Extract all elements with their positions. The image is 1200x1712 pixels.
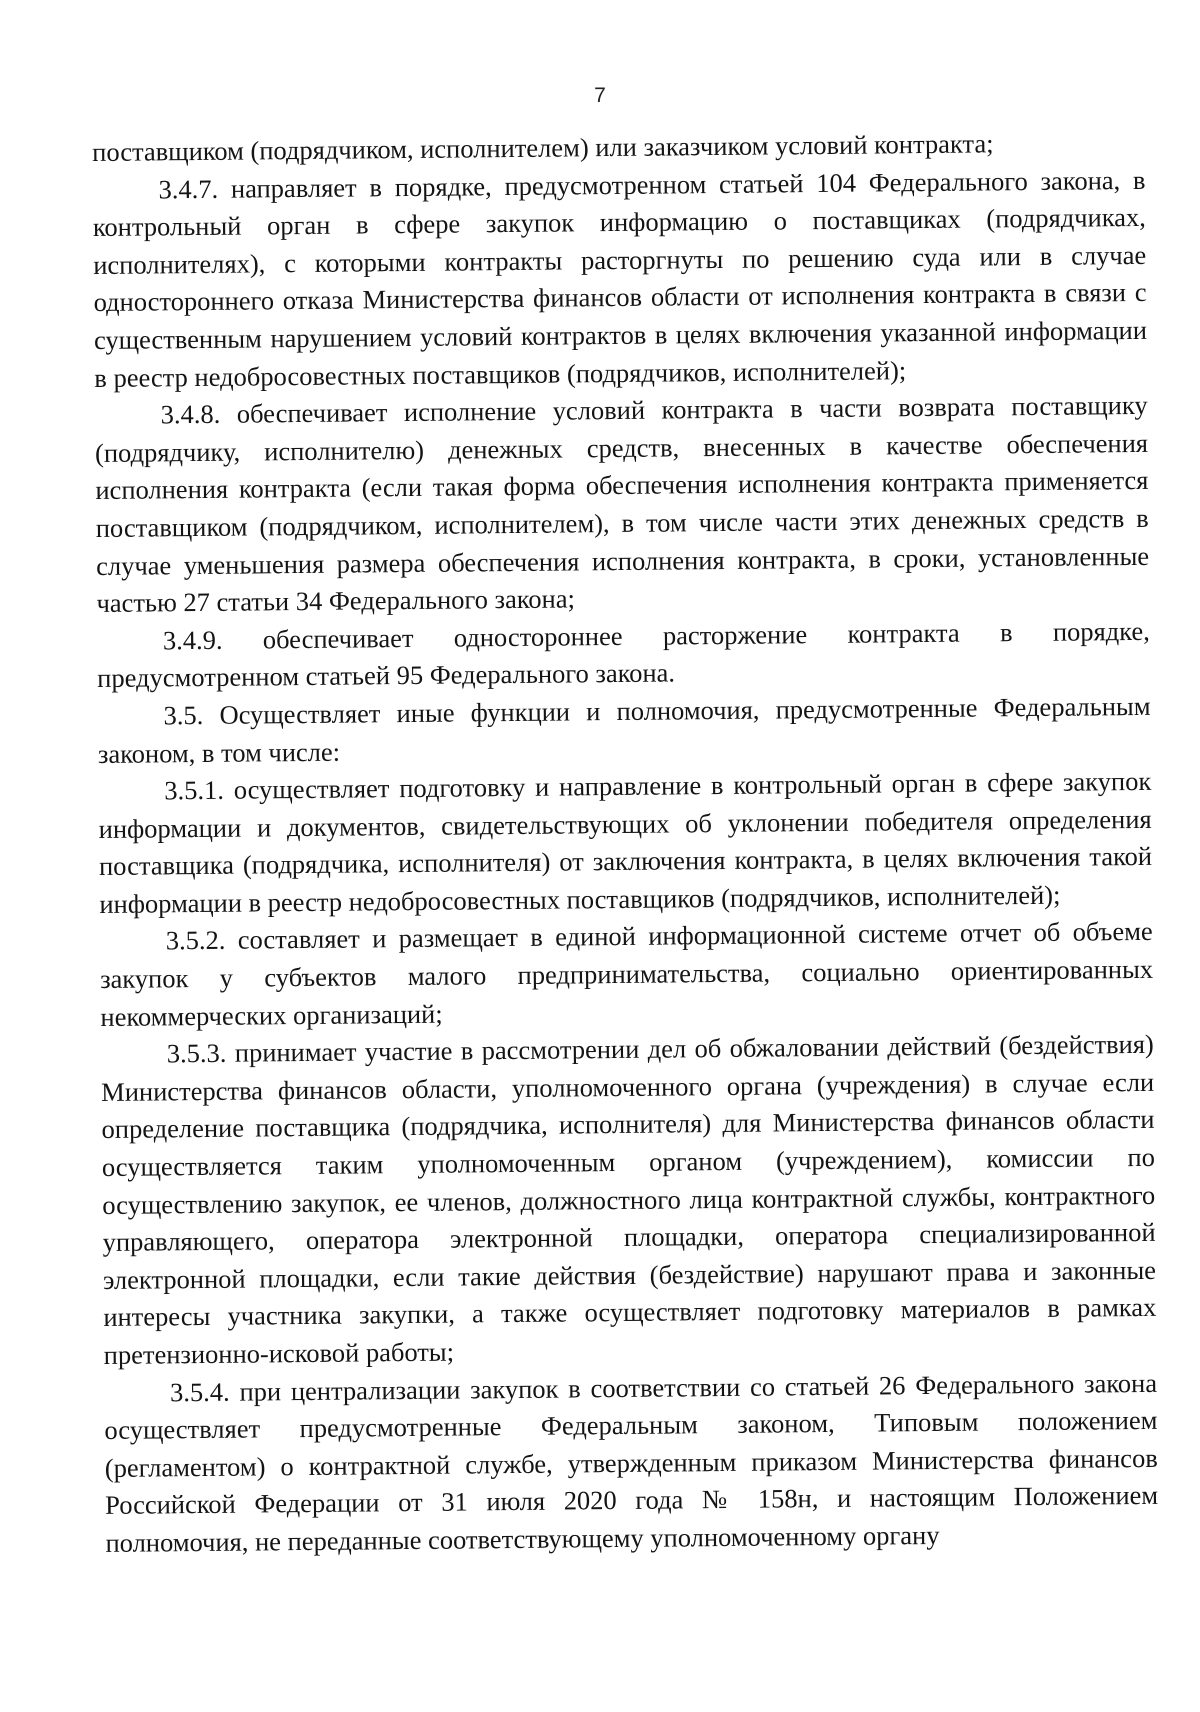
paragraph-3-5-4: 3.5.4. при централизации закупок в соответствии со статьей 26 Федерального закона осуществляет предусмотренные Федеральным законом, Типовым положением (регламентом) о контрактной службе, утвержденным приказом Министерства финансов Российской Федерации от 31 июля 2020 года № 158н, и настоящим Положением полномочия, не переданные соответствующему уполномоченному органу bbox=[104, 1367, 1159, 1558]
paragraph-3-5-1: 3.5.1. осуществляет подготовку и направление в контрольный орган в сфере закупок информации и документов, свидетельствующих об уклонении победителя определения поставщика (подрядчика, исполнителя) от заключения контракта, в целях включения такой информации в реестр недобросовестных поставщиков (подрядчиков, исполнителей); bbox=[98, 765, 1153, 919]
document-body bbox=[92, 124, 1159, 1563]
paragraph-3-5-3: 3.5.3. принимает участие в рассмотрении дел об обжаловании действий (бездействия) Министерства финансов области, уполномоченного органа (учреждения) в случае если определение поставщика (подрядчика, исполнителя) для Министерства финансов области осуществляется таким уполномоченным органом (учреждением), комиссии по осуществлению закупок, ее членов, должностного лица контрактной службы, контрактного управляющего, оператора электронной площадки, оператора специализированной электронной площадки, если такие действия (бездействие) нарушают права и законные интересы участника закупки, а также осуществляет подготовку материалов в рамках претензионно-исковой работы; bbox=[101, 1029, 1157, 1370]
page-number: 7 bbox=[594, 84, 606, 107]
paragraph-3-5: 3.5. Осуществляет иные функции и полномочия, предусмотренные Федеральным законом, в том числе: bbox=[97, 690, 1151, 769]
paragraph-3-5-2: 3.5.2. составляет и размещает в единой информационной системе отчет об объеме закупок у субъектов малого предпринимательства, социально ориентированных некоммерческих организаций; bbox=[99, 916, 1154, 1032]
paragraph-3-4-9: 3.4.9. обеспечивает одностороннее расторжение контракта в порядке, предусмотренном статьей 95 Федерального закона. bbox=[97, 615, 1150, 694]
paragraph-3-4-8: 3.4.8. обеспечивает исполнение условий контракта в части возврата поставщику (подрядчику, исполнителю) денежных средств, внесенных в качестве обеспечения исполнения контракта (если такая форма обеспечения исполнения контракта применяется поставщиком (подрядчиком, исполнителем), в том числе части этих денежных средств в случае уменьшения размера обеспечения исполнения контракта, в сроки, установленные частью 27 статьи 34 Федерального закона; bbox=[94, 390, 1150, 619]
paragraph-3-4-7: 3.4.7. направляет в порядке, предусмотренном статьей 104 Федерального закона, в контрольный орган в сфере закупок информацию о поставщиках (подрядчиках, исполнителях), с которыми контракты расторгнуты по решению суда или в случае одностороннего отказа Министерства финансов области от исполнения контракта в связи с существенным нарушением условий контрактов в целях включения указанной информации в реестр недобросовестных поставщиков (подрядчиков, исполнителей); bbox=[92, 164, 1148, 393]
paragraph-continuation: поставщиком (подрядчиком, исполнителем) или заказчиком условий контракта; bbox=[92, 128, 994, 167]
